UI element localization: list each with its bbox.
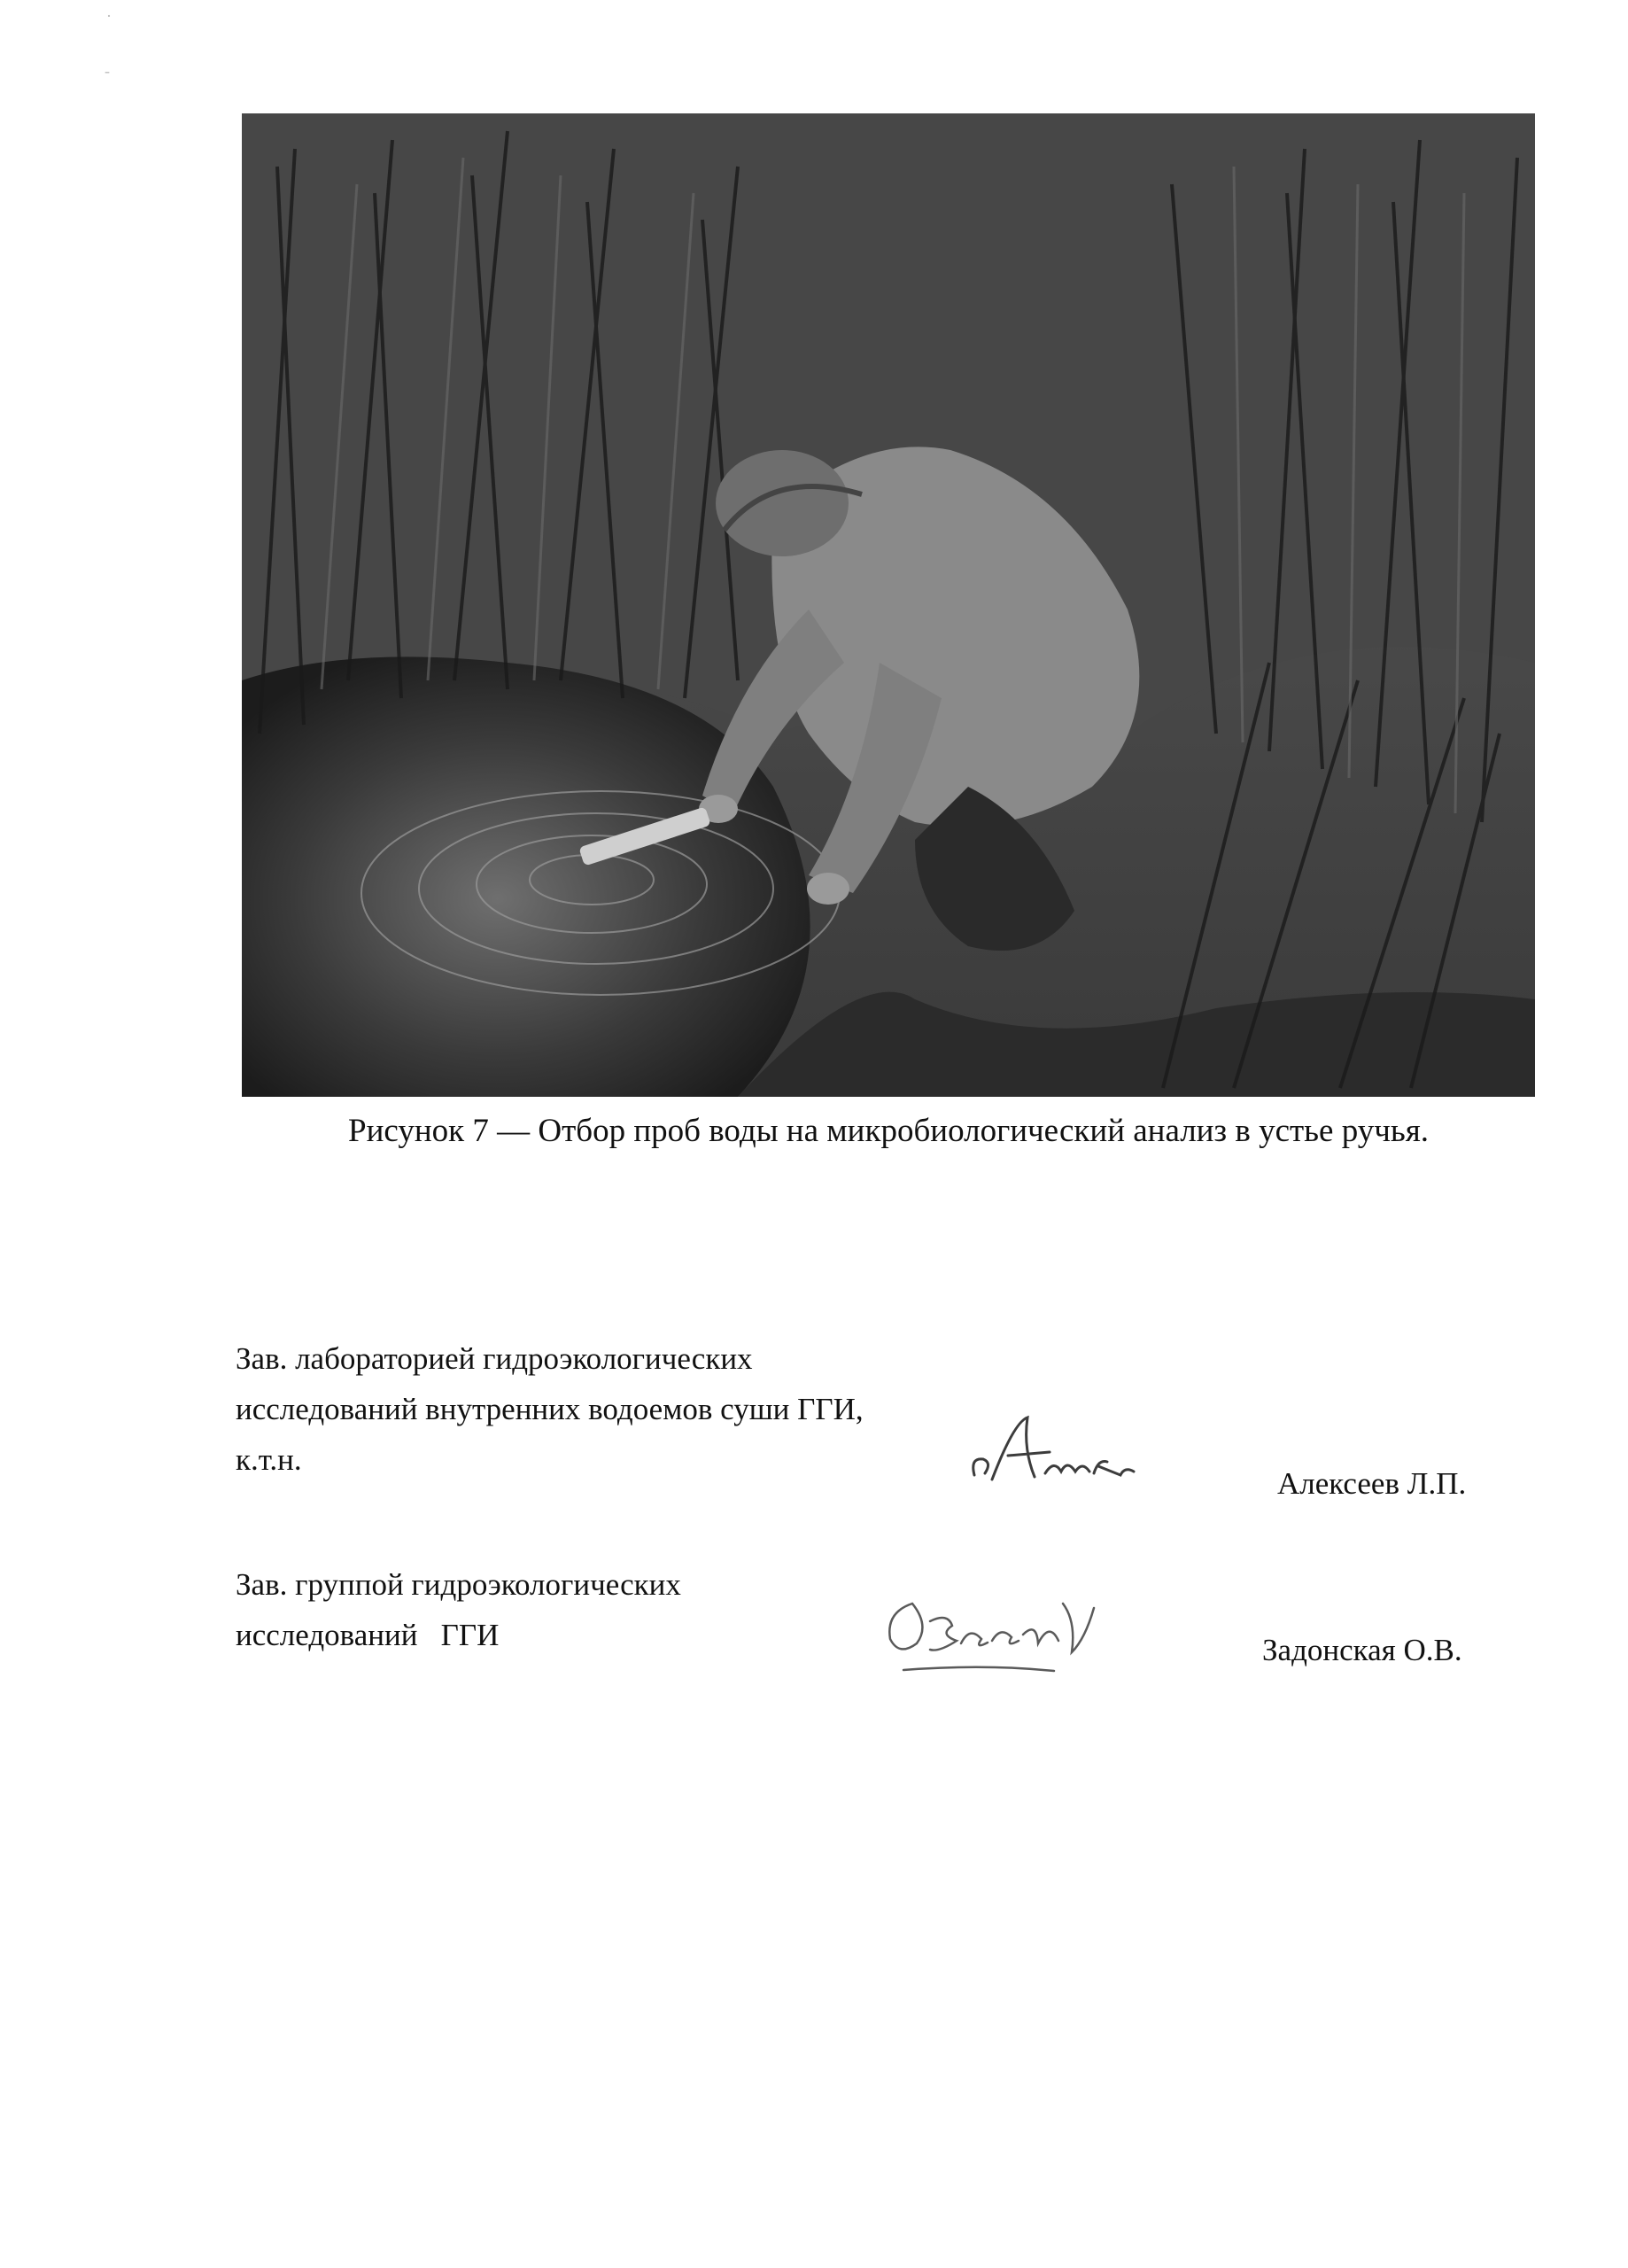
signatory-1-title (236, 1333, 864, 1485)
signatory-1-title-line: к.т.н. (236, 1442, 302, 1477)
signatory-2-title-line: исследований ГГИ (236, 1618, 500, 1652)
signatory-2-title (236, 1559, 681, 1660)
signature-zadonskaya (877, 1586, 1116, 1683)
scan-artifact: - (105, 62, 110, 80)
signatory-2-name: Задонская О.В. (1262, 1633, 1462, 1667)
signatory-1-title-line: Зав. лабораторией гидроэкологических (236, 1341, 753, 1376)
scan-artifact: · (106, 7, 112, 25)
signatory-2-title-line: Зав. группой гидроэкологических (236, 1567, 681, 1602)
field-photo (242, 113, 1535, 1097)
signatory-1-name: Алексеев Л.П. (1277, 1466, 1467, 1501)
signature-alekseev (965, 1413, 1143, 1493)
figure-caption: Рисунок 7 — Отбор проб воды на микробиологический анализ в устье ручья. (348, 1113, 1429, 1149)
signatory-1-title-line: исследований внутренних водоемов суши ГГИ, (236, 1392, 864, 1426)
